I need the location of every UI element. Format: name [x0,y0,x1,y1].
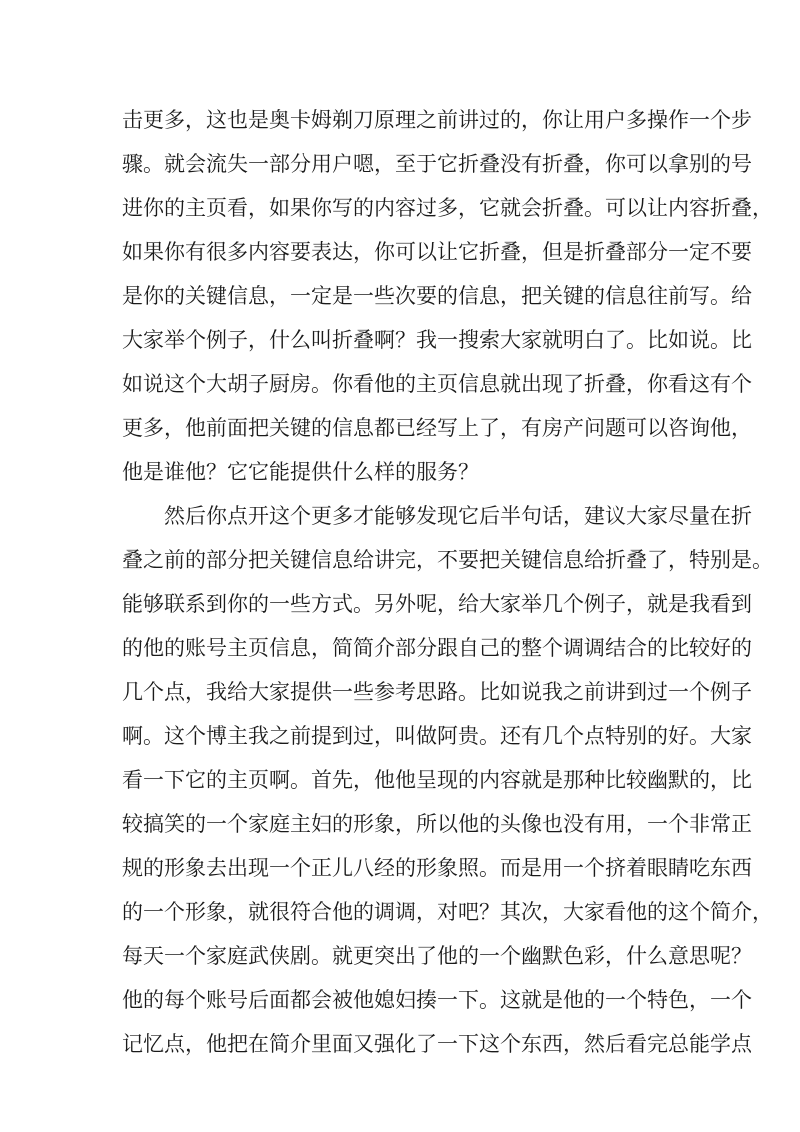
text-line: 进你的主页看，如果你写的内容过多，它就会折叠。可以让内容折叠， [122,196,773,220]
text-line: 叠之前的部分把关键信息给讲完，不要把关键信息给折叠了，特别是。 [122,548,773,572]
text-line: 是你的关键信息，一定是一些次要的信息，把关键的信息往前写。给 [122,284,752,308]
text-line: 他的每个账号后面都会被他媳妇揍一下。这就是他的一个特色，一个 [122,988,752,1012]
text-line: 更多，他前面把关键的信息都已经写上了，有房产问题可以咨询他， [122,416,752,440]
text-line: 大家举个例子，什么叫折叠啊？我一搜索大家就明白了。比如说。比 [122,328,752,352]
text-line: 击更多，这也是奥卡姆剃刀原理之前讲过的，你让用户多操作一个步 [122,108,752,132]
text-line: 如果你有很多内容要表达，你可以让它折叠，但是折叠部分一定不要 [122,240,752,264]
text-line: 的他的账号主页信息，简简介部分跟自己的整个调调结合的比较好的 [122,636,752,660]
text-line: 能够联系到你的一些方式。另外呢，给大家举几个例子，就是我看到 [122,592,752,616]
text-line: 记忆点，他把在简介里面又强化了一下这个东西，然后看完总能学点 [122,1032,752,1056]
text-line: 几个点，我给大家提供一些参考思路。比如说我之前讲到过一个例子 [122,680,752,704]
text-line: 的一个形象，就很符合他的调调，对吧？其次，大家看他的这个简介， [122,900,773,924]
text-line: 看一下它的主页啊。首先，他他呈现的内容就是那种比较幽默的，比 [122,768,752,792]
text-line: 较搞笑的一个家庭主妇的形象，所以他的头像也没有用，一个非常正 [122,812,752,836]
text-line: 每天一个家庭武侠剧。就更突出了他的一个幽默色彩，什么意思呢？ [122,944,752,968]
text-line: 然后你点开这个更多才能够发现它后半句话，建议大家尽量在折 [164,504,752,528]
text-line: 规的形象去出现一个正儿八经的形象照。而是用一个挤着眼睛吃东西 [122,856,752,880]
text-line: 骤。就会流失一部分用户嗯，至于它折叠没有折叠，你可以拿别的号 [122,152,752,176]
text-line: 如说这个大胡子厨房。你看他的主页信息就出现了折叠，你看这有个 [122,372,752,396]
text-line: 啊。这个博主我之前提到过，叫做阿贵。还有几个点特别的好。大家 [122,724,752,748]
text-line: 他是谁他？它它能提供什么样的服务？ [122,460,479,484]
